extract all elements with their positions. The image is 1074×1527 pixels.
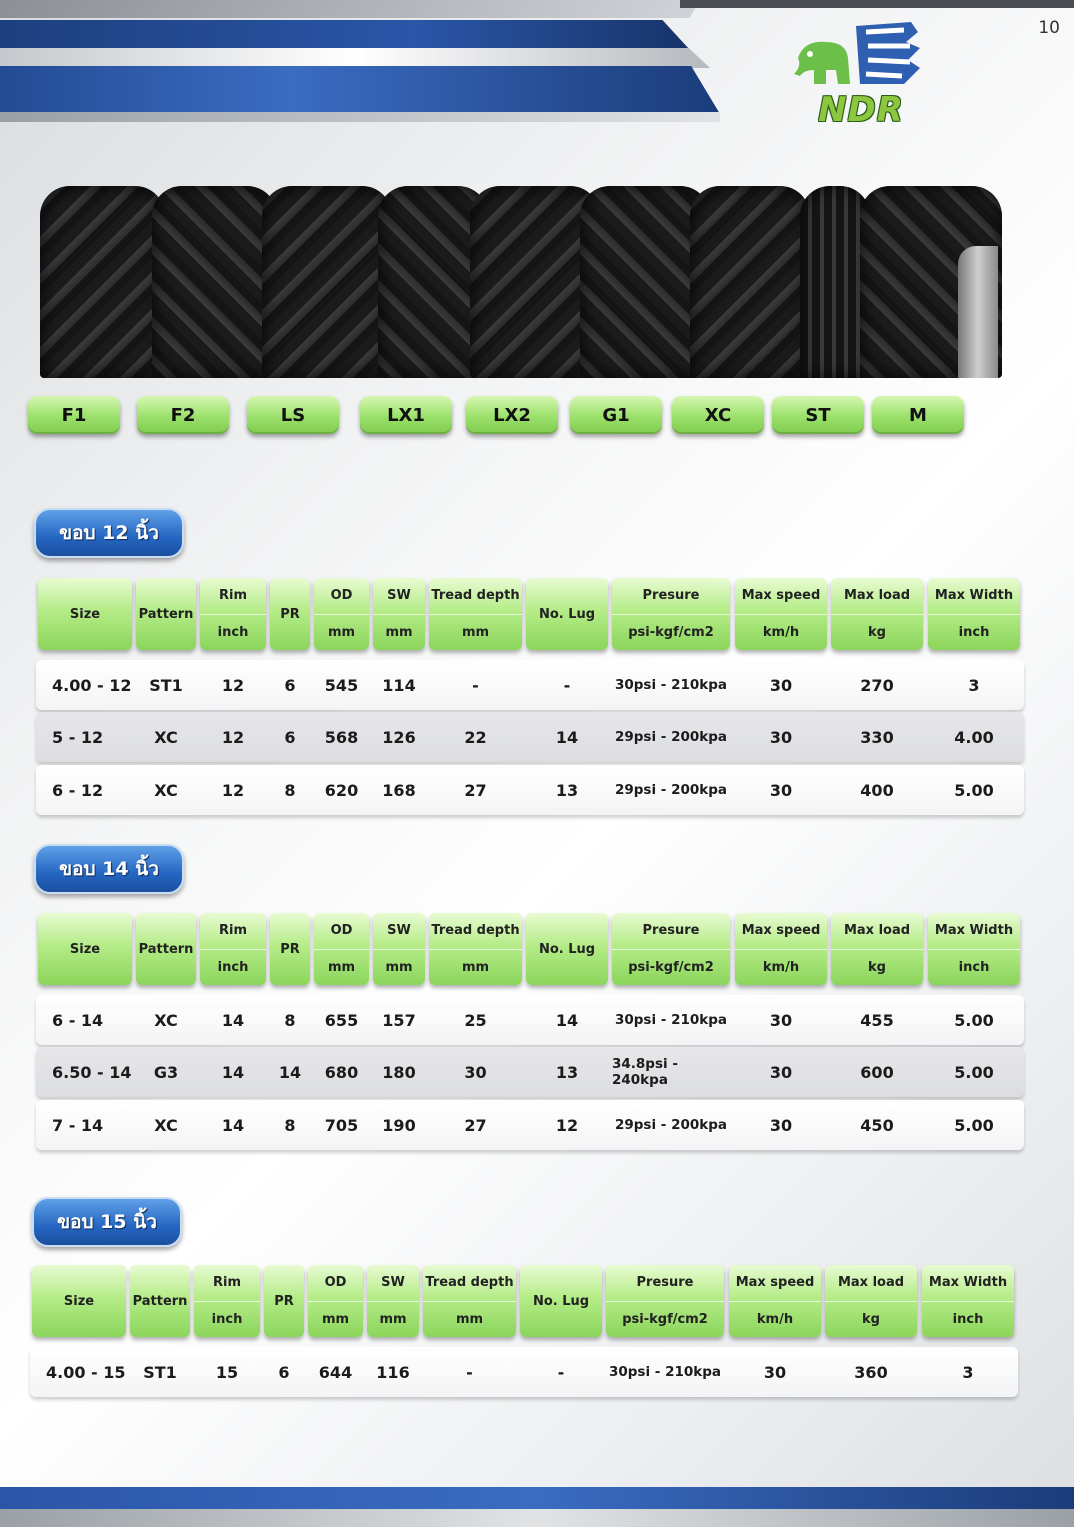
cell-pr: 6 — [284, 727, 296, 747]
header-sw — [373, 913, 425, 985]
logo-text: NDR — [818, 90, 904, 130]
cell-pr: 8 — [284, 1010, 296, 1030]
header-label: Presure — [606, 1265, 724, 1302]
cell-max-speed: 30 — [769, 675, 793, 695]
header-label: Tread depth — [423, 1265, 516, 1302]
cell-pressure: 30psi - 210kpa — [614, 1012, 728, 1028]
header-pattern: Pattern — [136, 578, 196, 650]
header-unit: inch — [958, 624, 990, 640]
header-label: Presure — [612, 578, 730, 615]
header-label: Max load — [831, 578, 923, 615]
header-unit: inch — [217, 959, 249, 975]
header-unit: km/h — [762, 959, 800, 975]
cell-pressure: 34.8psi - 240kpa — [612, 1056, 678, 1088]
cell-od: 680 — [324, 1062, 359, 1082]
cell-max-width: 3 — [968, 675, 980, 695]
cell-rim: 12 — [221, 780, 245, 800]
cell-pattern: G3 — [153, 1062, 179, 1082]
header-unit: km/h — [756, 1311, 794, 1327]
header-unit: kg — [862, 1311, 880, 1327]
cell-rim: 12 — [221, 727, 245, 747]
pattern-xc-button[interactable]: XC — [672, 396, 764, 434]
header-label: SW — [367, 1265, 419, 1302]
cell-no-lug: 13 — [555, 1062, 579, 1082]
cell-od: 545 — [324, 675, 359, 695]
cell-max-load: 450 — [860, 1115, 894, 1135]
header-label: Max Width — [928, 913, 1020, 950]
header-size: Size — [38, 578, 132, 650]
pattern-st-button[interactable]: ST — [772, 396, 864, 434]
cell-pattern: XC — [154, 727, 178, 747]
cell-max-width: 3 — [962, 1362, 974, 1382]
cell-pressure: 29psi - 200kpa — [614, 1117, 728, 1133]
footer-band — [0, 1487, 1074, 1509]
cell-max-speed: 30 — [769, 727, 793, 747]
header-tread-depth — [429, 913, 522, 985]
cell-pattern: ST1 — [143, 1362, 177, 1382]
cell-pattern: XC — [154, 780, 178, 800]
pattern-lx2-button[interactable]: LX2 — [466, 396, 558, 434]
cell-size: 7 - 14 — [52, 1115, 104, 1135]
header-max-load — [825, 1265, 917, 1337]
header-sw — [373, 578, 425, 650]
header-max-load — [831, 578, 923, 650]
header-pr: PR — [270, 578, 310, 650]
header-max-width — [928, 913, 1020, 985]
header-unit: kg — [868, 959, 886, 975]
header-pressure — [612, 578, 730, 650]
header-size: Size — [38, 913, 132, 985]
cell-max-load: 330 — [860, 727, 894, 747]
cell-sw: 168 — [382, 780, 416, 800]
pattern-f2-button[interactable]: F2 — [137, 396, 229, 434]
cell-size: 4.00 - 15 — [46, 1362, 126, 1382]
header-label: Max speed — [729, 1265, 821, 1302]
table-row — [36, 712, 1024, 762]
pattern-lx1-button[interactable]: LX1 — [360, 396, 452, 434]
header-label: Presure — [612, 913, 730, 950]
cell-sw: 126 — [382, 727, 416, 747]
cell-no-lug: 14 — [555, 727, 579, 747]
header-sw — [367, 1265, 419, 1337]
header-label: Tread depth — [429, 913, 522, 950]
header-unit: mm — [385, 959, 413, 975]
top-stripe — [680, 0, 1074, 8]
cell-size: 6 - 14 — [52, 1010, 104, 1030]
header-unit: km/h — [762, 624, 800, 640]
cell-od: 568 — [324, 727, 359, 747]
header-unit: mm — [455, 1311, 484, 1327]
header-pressure — [612, 913, 730, 985]
header-max-speed — [735, 913, 827, 985]
ndr-logo — [786, 18, 936, 128]
header-rim — [194, 1265, 260, 1337]
cell-pressure: 29psi - 200kpa — [614, 729, 728, 745]
header-label: Max speed — [735, 913, 827, 950]
cell-tread-depth: 27 — [464, 1115, 487, 1135]
cell-pressure: 30psi - 210kpa — [608, 1364, 722, 1380]
header-pressure — [606, 1265, 724, 1337]
section-title-rim-12: ขอบ 12 นิ้ว — [34, 508, 184, 558]
header-od — [308, 1265, 363, 1337]
header-unit: inch — [217, 624, 249, 640]
cell-sw: 157 — [382, 1010, 416, 1030]
header-pr: PR — [264, 1265, 304, 1337]
cell-no-lug: 13 — [555, 780, 579, 800]
header-unit: mm — [385, 624, 413, 640]
header-unit: inch — [958, 959, 990, 975]
header-tread-depth — [429, 578, 522, 650]
header-unit: psi-kgf/cm2 — [628, 959, 714, 975]
header-unit: mm — [327, 959, 356, 975]
footer-stripe — [0, 1509, 1074, 1527]
header-label: Max load — [831, 913, 923, 950]
cell-pr: 6 — [284, 675, 296, 695]
spec-table-rim-15 — [30, 1265, 1018, 1415]
header-max-width — [928, 578, 1020, 650]
cell-pattern: XC — [154, 1010, 178, 1030]
cell-tread-depth: 30 — [464, 1062, 487, 1082]
cell-od: 655 — [324, 1010, 359, 1030]
header-unit: kg — [868, 624, 886, 640]
header-unit: inch — [952, 1311, 984, 1327]
cell-tread-depth: 27 — [464, 780, 487, 800]
header-banner — [0, 0, 720, 140]
cell-tread-depth: 22 — [464, 727, 487, 747]
header-label: OD — [314, 578, 369, 615]
cell-rim: 14 — [221, 1062, 245, 1082]
pattern-f1-button[interactable]: F1 — [28, 396, 120, 434]
pattern-ls-button[interactable]: LS — [247, 396, 339, 434]
cell-no-lug: 14 — [555, 1010, 579, 1030]
cell-max-width: 5.00 — [954, 780, 994, 800]
header-label: Max load — [825, 1265, 917, 1302]
cell-sw: 114 — [382, 675, 416, 695]
header-rim — [200, 913, 266, 985]
section-title-rim-14: ขอบ 14 นิ้ว — [34, 844, 184, 894]
cell-max-width: 5.00 — [954, 1062, 994, 1082]
elephant-tire-icon — [786, 18, 936, 98]
header-label: Rim — [200, 578, 266, 615]
header-max-speed — [729, 1265, 821, 1337]
cell-pressure: 29psi - 200kpa — [614, 782, 728, 798]
header-pattern: Pattern — [130, 1265, 190, 1337]
header-size: Size — [32, 1265, 126, 1337]
cell-max-load: 270 — [860, 675, 894, 695]
header-pr: PR — [270, 913, 310, 985]
header-max-speed — [735, 578, 827, 650]
cell-rim: 15 — [215, 1362, 239, 1382]
header-unit: mm — [461, 624, 490, 640]
cell-max-speed: 30 — [769, 1062, 793, 1082]
cell-no-lug: - — [557, 1362, 565, 1382]
header-no-lug: No. Lug — [526, 578, 608, 650]
section-title-rim-15: ขอบ 15 นิ้ว — [32, 1197, 182, 1247]
header-label: SW — [373, 578, 425, 615]
cell-pattern: XC — [154, 1115, 178, 1135]
header-unit: psi-kgf/cm2 — [622, 1311, 708, 1327]
cell-pr: 8 — [284, 1115, 296, 1135]
cell-max-speed: 30 — [769, 1010, 793, 1030]
cell-size: 5 - 12 — [52, 727, 104, 747]
cell-pr: 8 — [284, 780, 296, 800]
pattern-g1-button[interactable]: G1 — [570, 396, 662, 434]
header-od — [314, 578, 369, 650]
header-label: Max Width — [922, 1265, 1014, 1302]
cell-pattern: ST1 — [149, 675, 183, 695]
cell-od: 644 — [318, 1362, 353, 1382]
header-no-lug: No. Lug — [526, 913, 608, 985]
cell-sw: 180 — [382, 1062, 416, 1082]
cell-tread-depth: - — [472, 675, 479, 695]
table-row — [36, 1047, 1024, 1097]
cell-size: 4.00 - 12 — [52, 675, 132, 695]
cell-size: 6.50 - 14 — [52, 1062, 132, 1082]
cell-od: 620 — [324, 780, 359, 800]
cell-rim: 12 — [221, 675, 245, 695]
cell-tread-depth: - — [466, 1362, 473, 1382]
header-unit: mm — [327, 624, 356, 640]
cell-max-width: 5.00 — [954, 1010, 994, 1030]
cell-no-lug: - — [563, 675, 571, 695]
cell-max-load: 400 — [860, 780, 894, 800]
spec-table-rim-12 — [36, 578, 1024, 828]
cell-pr: 6 — [278, 1362, 290, 1382]
cell-max-load: 455 — [860, 1010, 894, 1030]
cell-size: 6 - 12 — [52, 780, 104, 800]
header-tread-depth — [423, 1265, 516, 1337]
header-label: Rim — [200, 913, 266, 950]
cell-no-lug: 12 — [555, 1115, 579, 1135]
header-rim — [200, 578, 266, 650]
header-label: SW — [373, 913, 425, 950]
header-unit: psi-kgf/cm2 — [628, 624, 714, 640]
cell-sw: 190 — [382, 1115, 416, 1135]
cell-pressure: 30psi - 210kpa — [614, 677, 728, 693]
table-row — [36, 660, 1024, 710]
cell-rim: 14 — [221, 1010, 245, 1030]
spec-table-rim-14 — [36, 913, 1024, 1163]
header-label: OD — [308, 1265, 363, 1302]
header-label: OD — [314, 913, 369, 950]
table-row — [30, 1347, 1018, 1397]
cell-max-speed: 30 — [769, 1115, 793, 1135]
cell-max-width: 5.00 — [954, 1115, 994, 1135]
header-label: Max speed — [735, 578, 827, 615]
cell-od: 705 — [324, 1115, 359, 1135]
header-label: Rim — [194, 1265, 260, 1302]
cell-tread-depth: 25 — [464, 1010, 487, 1030]
cell-pr: 14 — [278, 1062, 302, 1082]
cell-rim: 14 — [221, 1115, 245, 1135]
header-unit: inch — [211, 1311, 243, 1327]
table-row — [36, 995, 1024, 1045]
table-row — [36, 765, 1024, 815]
pattern-m-button[interactable]: M — [872, 396, 964, 434]
header-unit: mm — [379, 1311, 407, 1327]
page-number: 10 — [1038, 18, 1060, 38]
header-no-lug: No. Lug — [520, 1265, 602, 1337]
table-row — [36, 1100, 1024, 1150]
header-label: Tread depth — [429, 578, 522, 615]
cell-max-width: 4.00 — [954, 727, 994, 747]
cell-sw: 116 — [376, 1362, 410, 1382]
header-od — [314, 913, 369, 985]
header-pattern: Pattern — [136, 913, 196, 985]
cell-max-speed: 30 — [769, 780, 793, 800]
header-unit: mm — [321, 1311, 350, 1327]
header-unit: mm — [461, 959, 490, 975]
header-max-width — [922, 1265, 1014, 1337]
cell-max-load: 600 — [860, 1062, 894, 1082]
tire-photo-strip — [40, 186, 1002, 378]
header-max-load — [831, 913, 923, 985]
cell-max-speed: 30 — [763, 1362, 787, 1382]
cell-max-load: 360 — [854, 1362, 888, 1382]
header-label: Max Width — [928, 578, 1020, 615]
